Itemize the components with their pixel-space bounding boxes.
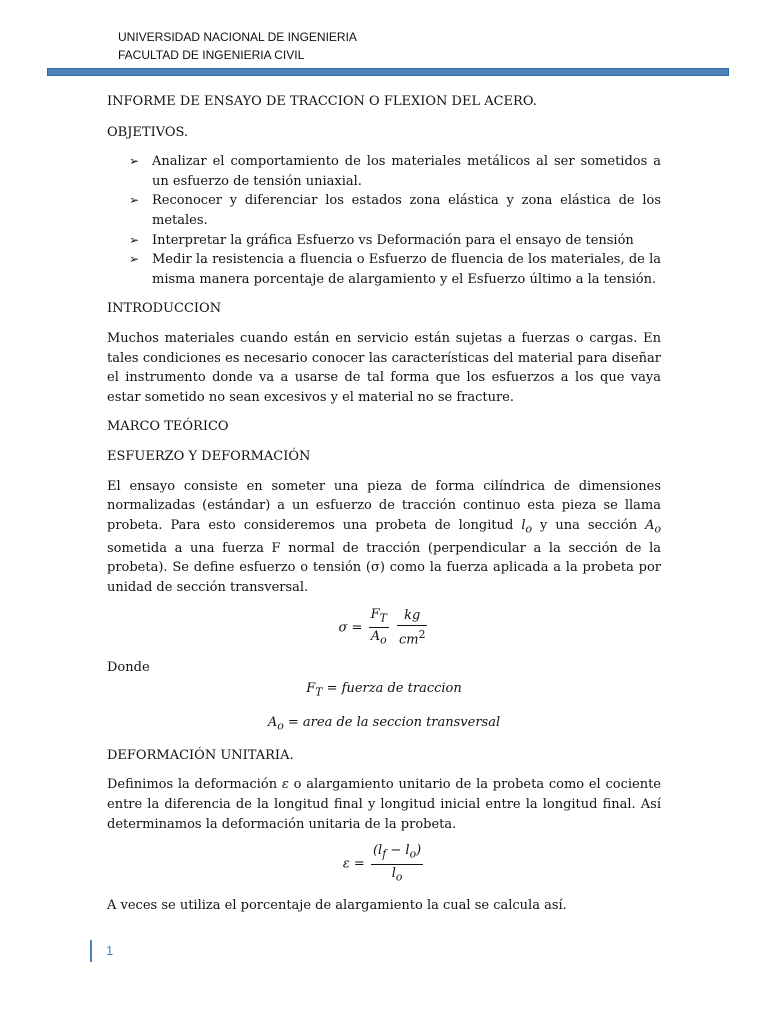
list-item: ➢ Medir la resistencia a fluencia o Esfuerzo de fluencia de los materiales, de la misma manera porcentaje de alargamiento y el Esfuerzo último a la tensión. (129, 252, 661, 287)
deformacion-text: Definimos la deformación ε o alargamiento unitario de la probeta como el cociente entre la diferencia de la longitud final y longitud inicial entre la longitud final. Así determinamos la deformación unitaria de la probeta. (107, 777, 661, 832)
arrow-bullet-icon: ➢ (129, 193, 140, 208)
list-item: ➢ Analizar el comportamiento de los materiales metálicos al ser sometidos a un esfuerzo de tensión uniaxial. (129, 154, 661, 189)
deformacion-heading: DEFORMACIÓN UNITARIA. (107, 747, 294, 763)
marco-heading: MARCO TEÓRICO (107, 419, 229, 435)
esfuerzo-text: El ensayo consiste en someter una pieza de forma cilíndrica de dimensiones normalizadas (estándar) a un esfuerzo de tracción continuo esta pieza se llama probeta. Para esto consideremos una probeta de longitud $l_o$ y una sección $A_o$ sometida a una fuerza F normal de tracción (perpendicular a la sección de la probeta). Se define esfuerzo o tensión (σ) como la fuerza aplicada a la probeta por unidad de sección transversal. (107, 478, 662, 596)
strain-formula: ε = $\frac{(l_f - l_o)}{l_o}$ (342, 843, 422, 884)
footer-accent-bar (90, 940, 92, 962)
arrow-bullet-icon: ➢ (129, 252, 140, 267)
arrow-bullet-icon: ➢ (129, 232, 140, 247)
list-item: ➢ Reconocer y diferenciar los estados zona elástica y zona elástica de los metales. (129, 193, 661, 228)
donde-label: Donde (107, 659, 150, 675)
introduction-text: Muchos materiales cuando están en servicio están sujetas a fuerzas o cargas. En tales condiciones es necesario conocer las características del material para diseñar el instrumento donde va a usarse de tal forma que los esfuerzos a los que vaya estar sometido no sean excesivos y el material no se fracture. (107, 330, 661, 405)
header-divider-bar (47, 68, 729, 76)
document-title: INFORME DE ENSAYO DE TRACCION O FLEXION DEL ACERO. (107, 94, 537, 109)
page-number: 1 (106, 943, 114, 958)
stress-formula: σ = $\frac{F_T}{A_o}$ $\frac{kg}{cm^2}$ (338, 606, 426, 647)
objectives-heading: OBJETIVOS. (107, 124, 189, 140)
definition-area: $A_o$ = area de la seccion transversal (267, 714, 501, 733)
list-item: ➢ Interpretar la gráfica Esfuerzo vs Deformación para el ensayo de tensión (107, 231, 661, 251)
esfuerzo-heading: ESFUERZO Y DEFORMACIÓN (107, 448, 311, 464)
document-body (107, 92, 661, 916)
objectives-list (107, 152, 661, 289)
introduction-heading: INTRODUCCION (107, 301, 222, 317)
university-name: UNIVERSIDAD NACIONAL DE INGENIERIA (118, 30, 357, 44)
definition-force: $F_T$ = fuerza de traccion (306, 681, 462, 700)
closing-text: A veces se utiliza el porcentaje de alargamiento la cual se calcula así. (107, 898, 567, 914)
arrow-bullet-icon: ➢ (129, 154, 140, 169)
page-header (118, 28, 357, 64)
faculty-name: FACULTAD DE INGENIERIA CIVIL (118, 48, 305, 62)
